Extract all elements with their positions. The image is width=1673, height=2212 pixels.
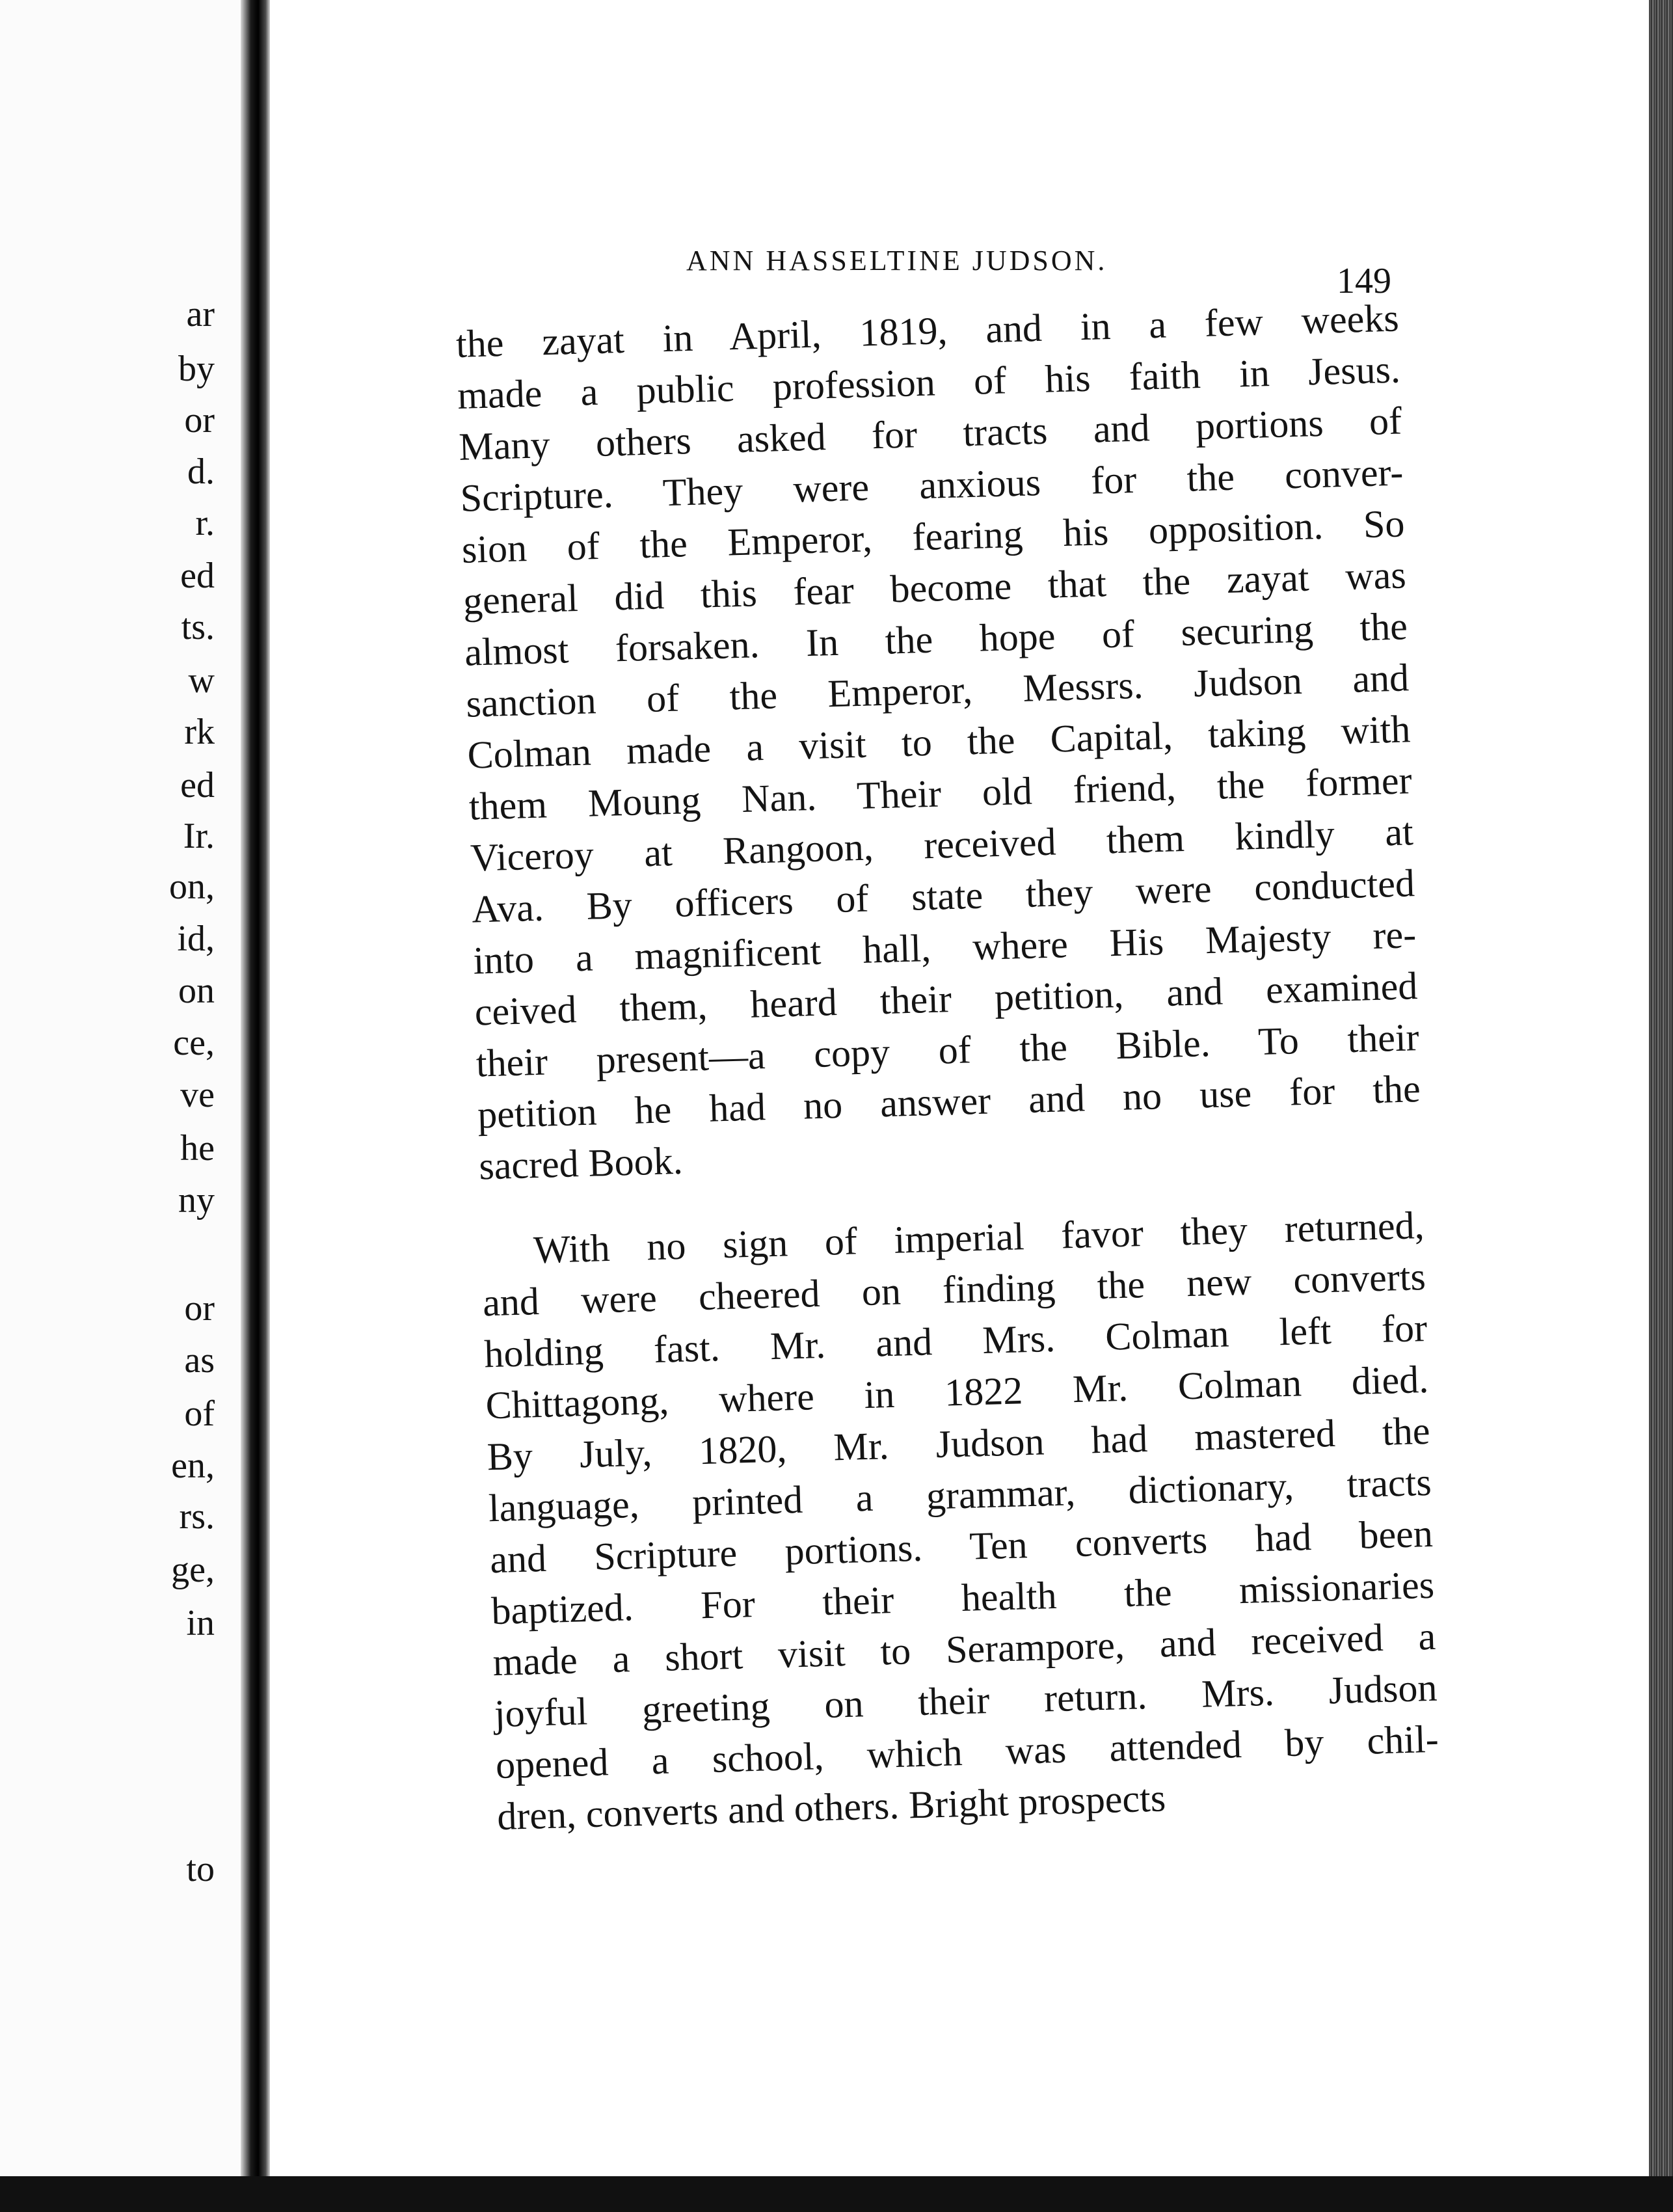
text-line: sacred Book.	[478, 1139, 684, 1188]
text-line: opened a school, which was attended by chil-	[495, 1717, 1439, 1787]
bottom-edge	[0, 2176, 1673, 2212]
left-page-fragment: by	[178, 349, 215, 389]
left-page-fragment: w	[188, 660, 215, 701]
left-page-fragment: in	[186, 1603, 215, 1643]
text-line: the zayat in April, 1819, and in a few weeks	[455, 296, 1400, 366]
text-line: and Scripture portions. Ten converts had been	[489, 1511, 1434, 1582]
text-line: sion of the Emperor, fearing his opposition. So	[461, 502, 1406, 571]
text-line: Many others asked for tracts and portions of	[458, 399, 1402, 468]
text-line: into a magnificent hall, where His Majesty re-	[472, 913, 1417, 982]
text-line: By July, 1820, Mr. Judson had mastered the	[486, 1409, 1431, 1479]
left-page-fragment: ts.	[181, 607, 215, 647]
left-page-fragment: rk	[184, 712, 215, 752]
text-line: With no sign of imperial favor they returned,	[533, 1203, 1425, 1272]
text-line: Viceroy at Rangoon, received them kindly at	[470, 810, 1414, 880]
text-line: Chittagong, where in 1822 Mr. Colman died.	[485, 1357, 1430, 1427]
text-line: them Moung Nan. Their old friend, the former	[468, 759, 1413, 828]
left-page-fragment: to	[186, 1849, 215, 1889]
left-page-fragment: ar	[186, 294, 215, 334]
text-line: language, printed a grammar, dictionary, tracts	[488, 1460, 1432, 1530]
page-edge	[1649, 0, 1673, 2212]
left-page-fragment: he	[180, 1128, 215, 1168]
text-line: holding fast. Mr. and Mrs. Colman left for	[483, 1306, 1428, 1376]
left-page-fragment: id,	[177, 919, 215, 959]
text-line: petition he had no answer and no use for the	[477, 1067, 1421, 1137]
running-title: ANN HASSELTINE JUDSON.	[686, 245, 1108, 276]
text-line: sanction of the Emperor, Messrs. Judson and	[465, 656, 1410, 725]
left-page-fragment: rs.	[179, 1496, 215, 1537]
left-page-fragment: Ir.	[183, 816, 215, 856]
text-line: made a public profession of his faith in Jesus.	[457, 347, 1401, 417]
left-page-fragment: ge,	[171, 1550, 215, 1590]
text-line: their present—a copy of the Bible. To their	[475, 1016, 1420, 1085]
body-text	[455, 293, 1441, 1843]
book-gutter	[241, 0, 270, 2212]
text-line: dren, converts and others. Bright prospects	[496, 1776, 1166, 1839]
text-line: Ava. By officers of state they were conducted	[471, 861, 1415, 931]
text-line: and were cheered on finding the new converts	[482, 1254, 1426, 1325]
left-page-fragment: or	[184, 1288, 215, 1329]
left-page-fragment: or	[184, 400, 215, 440]
text-line: ceived them, heard their petition, and examined	[474, 964, 1419, 1034]
text-line: joyful greeting on their return. Mrs. Judson	[493, 1666, 1438, 1736]
left-page-fragment: ed	[180, 765, 215, 805]
text-line: baptized. For their health the missionaries	[490, 1563, 1435, 1633]
left-page-fragment: on,	[169, 867, 215, 907]
page-number: 149	[1337, 261, 1391, 301]
text-line: Scripture. They were anxious for the conver-	[459, 450, 1404, 520]
text-line: Colman made a visit to the Capital, taking with	[466, 707, 1412, 777]
left-page-fragment: ce,	[173, 1023, 215, 1063]
left-page-fragment: as	[184, 1340, 215, 1381]
left-page-fragment: of	[184, 1394, 215, 1434]
text-line: almost forsaken. In the hope of securing the	[464, 604, 1408, 674]
left-page-fragment: ny	[178, 1180, 215, 1221]
left-page-fragment: ed	[180, 556, 215, 596]
paragraph	[455, 293, 1423, 1193]
left-page-fragment: en,	[171, 1446, 215, 1486]
left-page-fragment: r.	[195, 503, 215, 543]
left-page-fragment: ve	[180, 1075, 215, 1115]
text-line: general did this fear become that the zayat was	[462, 553, 1407, 623]
left-page-fragment: on	[178, 971, 215, 1011]
left-page-fragment: d.	[187, 452, 215, 492]
paragraph	[481, 1200, 1441, 1842]
left-page	[0, 0, 241, 2212]
text-line: made a short visit to Serampore, and received a	[492, 1614, 1437, 1684]
